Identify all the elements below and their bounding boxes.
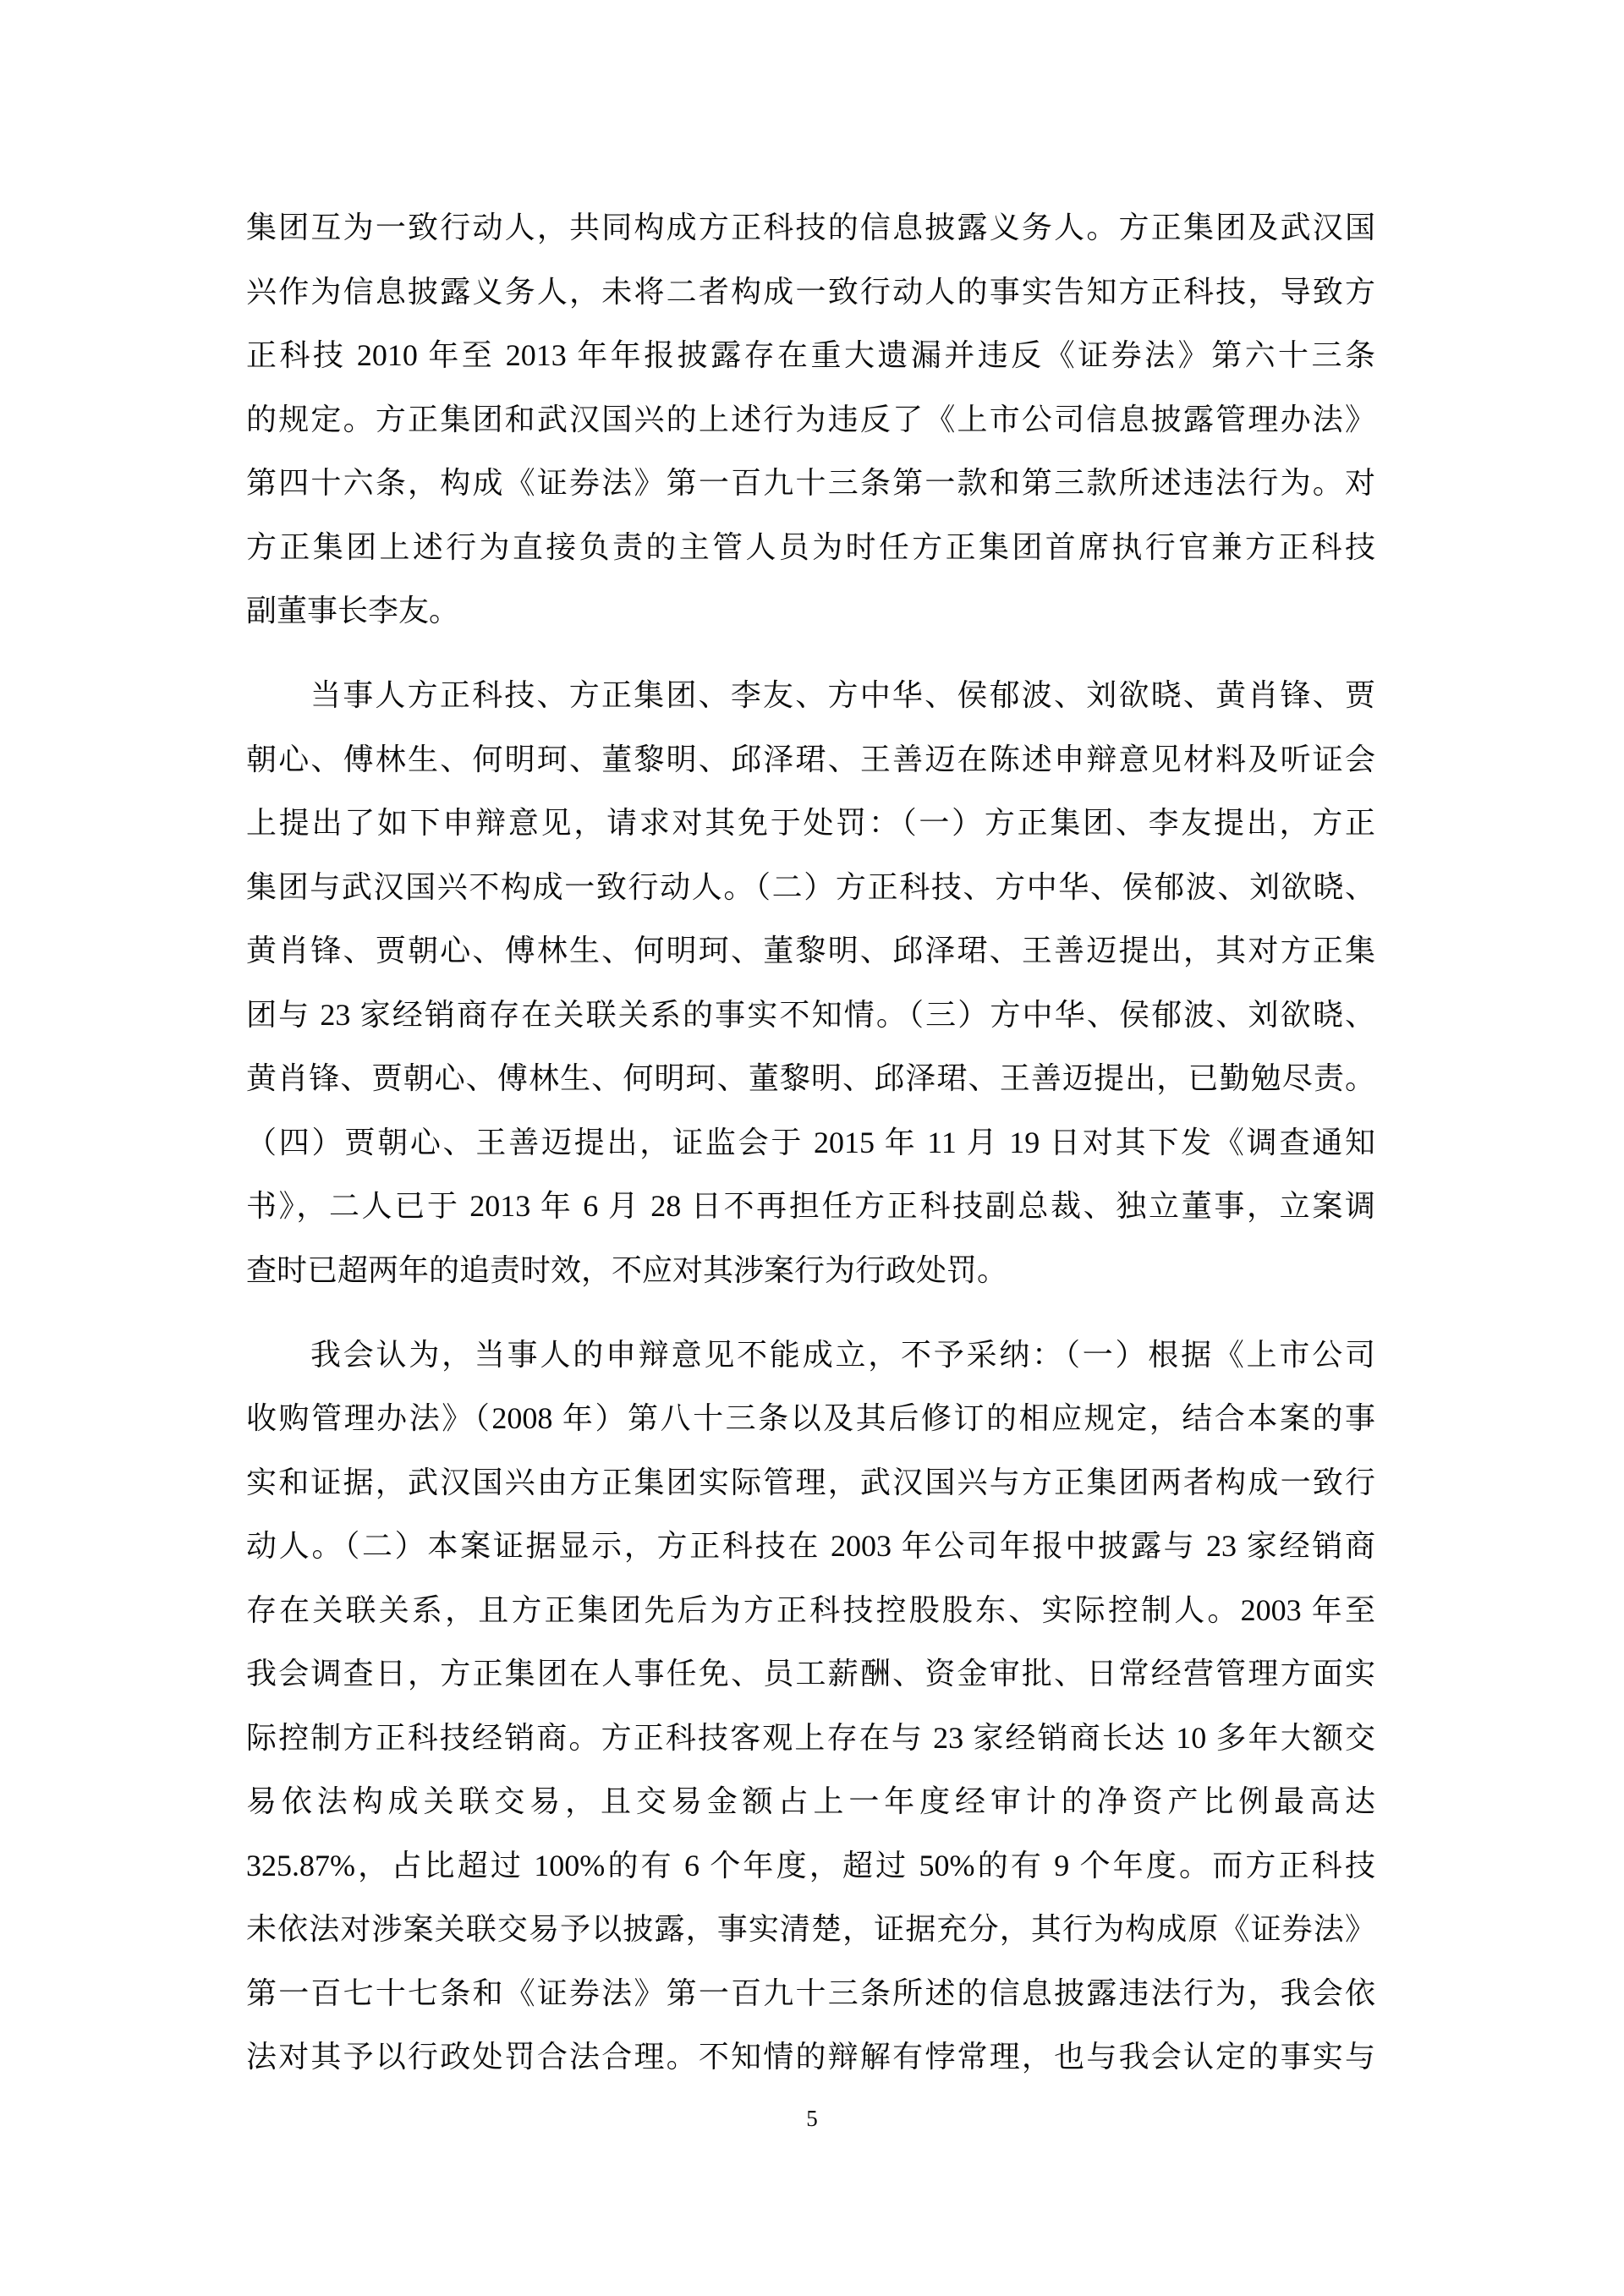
- text-line: 法对其予以行政处罚合法合理。不知情的辩解有悖常理，也与我会认定的事实与: [246, 2040, 1375, 2074]
- text-line: 兴作为信息披露义务人，未将二者构成一致行动人的事实告知方正科技，导致方: [246, 274, 1375, 309]
- text-line: 黄肖锋、贾朝心、傅林生、何明珂、董黎明、邱泽珺、王善迈提出，其对方正集: [246, 934, 1375, 967]
- paragraph-3: [246, 1323, 1375, 2090]
- text-line: 存在关联关系，且方正集团先后为方正科技控股股东、实际控制人。2003 年至: [246, 1592, 1375, 1627]
- text-line: 收购管理办法》（2008 年）第八十三条以及其后修订的相应规定，结合本案的事: [246, 1401, 1375, 1435]
- document-body: [246, 196, 1375, 2110]
- text-line: 我会调查日，方正集团在人事任免、员工薪酬、资金审批、日常经营管理方面实: [246, 1657, 1375, 1690]
- text-line: 集团互为一致行动人，共同构成方正科技的信息披露义务人。方正集团及武汉国: [246, 211, 1375, 244]
- text-line: 团与 23 家经销商存在关联关系的事实不知情。（三）方中华、侯郁波、刘欲晓、: [246, 997, 1375, 1032]
- text-line: 黄肖锋、贾朝心、傅林生、何明珂、董黎明、邱泽珺、王善迈提出，已勤勉尽责。: [246, 1061, 1375, 1095]
- text-line: 集团与武汉国兴不构成一致行动人。（二）方正科技、方中华、侯郁波、刘欲晓、: [246, 869, 1375, 904]
- page-number: 5: [806, 2106, 818, 2131]
- text-line: 第四十六条，构成《证券法》第一百九十三条第一款和第三款所述违法行为。对: [246, 466, 1375, 500]
- text-line: 际控制方正科技经销商。方正科技客观上存在与 23 家经销商长达 10 多年大额交: [246, 1720, 1375, 1755]
- text-line: 第一百七十七条和《证券法》第一百九十三条所述的信息披露违法行为，我会依: [246, 1975, 1375, 2010]
- text-line: 上提出了如下申辩意见，请求对其免于处罚：（一）方正集团、李友提出，方正: [246, 806, 1375, 840]
- text-line: 朝心、傅林生、何明珂、董黎明、邱泽珺、王善迈在陈述申辩意见材料及听证会: [246, 742, 1375, 776]
- paragraph-2: [246, 664, 1375, 1302]
- paragraph-1: [246, 196, 1375, 644]
- text-line: 副董事长李友。: [246, 594, 460, 627]
- text-line: 当事人方正科技、方正集团、李友、方中华、侯郁波、刘欲晓、黄肖锋、贾: [310, 678, 1375, 712]
- text-line: （四）贾朝心、王善迈提出，证监会于 2015 年 11 月 19 日对其下发《调查通知: [246, 1125, 1375, 1159]
- text-line: 书》，二人已于 2013 年 6 月 28 日不再担任方正科技副总裁、独立董事，立案调: [246, 1189, 1375, 1223]
- text-line: 325.87%，占比超过 100%的有 6 个年度，超过 50%的有 9 个年度。而方正科技: [246, 1848, 1375, 1882]
- text-line: 正科技 2010 年至 2013 年年报披露存在重大遗漏并违反《证券法》第六十三条: [246, 338, 1375, 372]
- text-line: 方正集团上述行为直接负责的主管人员为时任方正集团首席执行官兼方正科技: [246, 529, 1375, 564]
- text-line: 易依法构成关联交易，且交易金额占上一年度经审计的净资产比例最高达: [246, 1784, 1375, 1818]
- text-line: 的规定。方正集团和武汉国兴的上述行为违反了《上市公司信息披露管理办法》: [246, 402, 1375, 436]
- text-line: 实和证据，武汉国兴由方正集团实际管理，武汉国兴与方正集团两者构成一致行: [246, 1465, 1375, 1499]
- text-line: 我会认为，当事人的申辩意见不能成立，不予采纳：（一）根据《上市公司: [310, 1337, 1375, 1372]
- text-line: 查时已超两年的追责时效，不应对其涉案行为行政处罚。: [246, 1252, 1008, 1287]
- text-line: 动人。（二）本案证据显示，方正科技在 2003 年公司年报中披露与 23 家经销商: [246, 1529, 1375, 1563]
- text-line: 未依法对涉案关联交易予以披露，事实清楚，证据充分，其行为构成原《证券法》: [246, 1912, 1375, 1946]
